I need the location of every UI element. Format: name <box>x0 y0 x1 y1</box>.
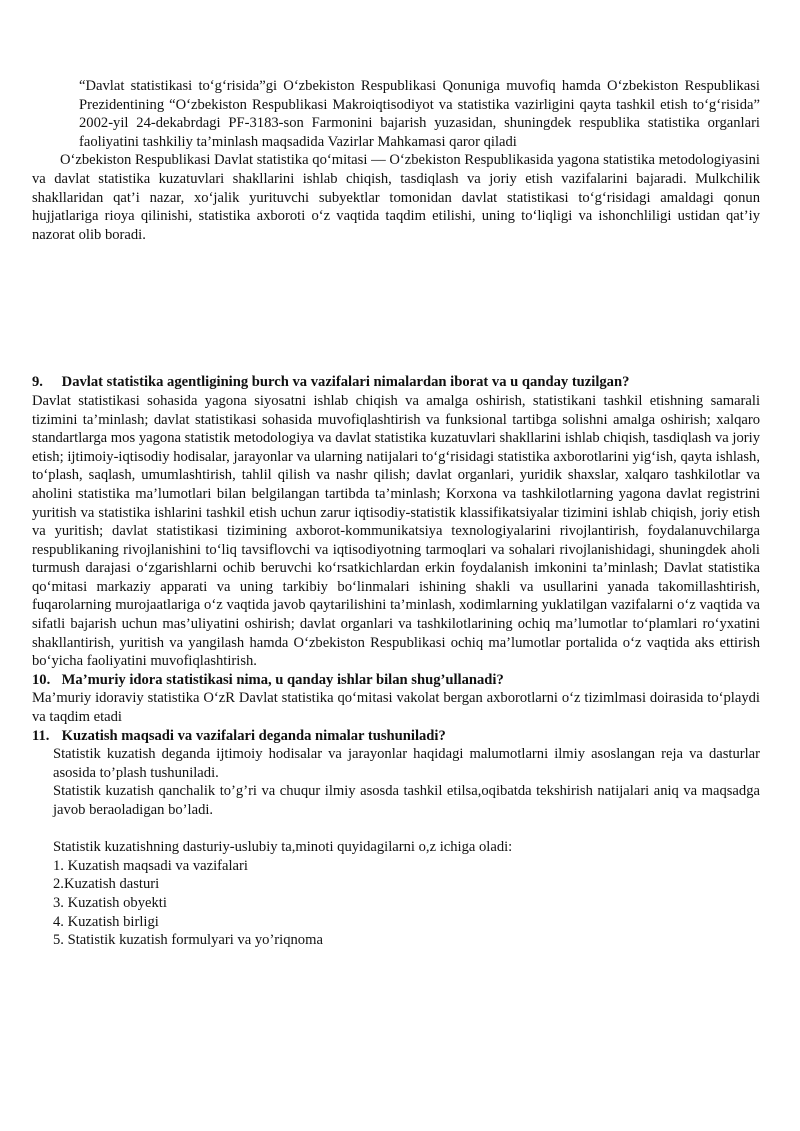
intro-paragraph-2: O‘zbekiston Respublikasi Davlat statistika qo‘mitasi — O‘zbekiston Respublikasida yagona statistika metodologiyasini va davlat statistika kuzatuvlari shakllarini ishlab chiqish, tasdiqlash va joriy etish vazifalarini bajaradi. Mulkchilik shakllaridan qat’i nazar, xo‘jalik yurituvchi subyektlar tomonidan davlat statistikasi to‘g‘risidagi amaldagi qonun hujjatlariga rioya qilinishi, statistika axboroti o‘z vaqtida taqdim etilishi, uning to‘liqligi va ishonchliligi ustidan qat’iy nazorat olib boradi. <box>32 152 760 243</box>
question-9-body: Davlat statistikasi sohasida yagona siyosatni ishlab chiqish va amalga oshirish, statistikani tashkil etishning samarali tizimini ta’minlash; davlat statistikasi sohasida muvofiqlashtirish va funksional tartibga solishni amalga oshirish; xalqaro standartlarga mos yagona statistik metodologiya va davlat statistika kuzatuvlari shakllarini ishlab chiqish, tasdiqlash va joriy etish; ijtimoiy-iqtisodiy hodisalar, jarayonlar va ularning natijalari to‘g‘risidagi statistika axborotlarini yig‘ish, qayta ishlash, to‘plash, saqlash, umumlashtirish, tahlil qilish va nashr qilish; davlat organlari, yuridik shaxslar, xalqaro tashkilotlar va aholini statistika ma’lumotlari bilan belgilangan tartibda ta’minlash; Korxona va tashkilotlarning yagona davlat registrini yuritish va statistika ishlarini tashkil etish uchun zarur iqtisodiy-statistik klassifikatsiyalar tizimini ishlab chiqish, joriy etish va yuritish; davlat statistikasi tizimining axborot-kommunikatsiya texnologiyalarini rivojlantirish, foydalanuvchilarga respublikaning rivojlanishini to‘liq tavsiflovchi va iqtisodiyotning tarmoqlari va sohalari rivojlanishidagi, shuningdek aholi turmush darajasi o‘zgarishlarni ochib beruvchi ko‘rsatkichlardan erkin foydalanish imkonini ta’minlash; Davlat statistika qo‘mitasi markaziy apparati va uning tarkibiy bo‘linmalari ishining shakli va usullarini yanada takomillashtirish, fuqarolarning murojaatlariga o‘z vaqtida javob qaytarilishini ta’minlash, xodimlarning yuklatilgan vazifalarni o‘z vaqtida va sifatli bajarish uchun mas’uliyatini oshirish; davlat organlari va tashkilotlarining ochiq ma’lumotlar to‘plamlari ro‘yxatini shakllantirish, yuritish va yangilash hamda O‘zbekiston Respublikasi ochiq ma’lumotlar portalida o‘z vaqtida aks ettirish bo‘yicha faoliyatini muvofiqlashtirish. <box>32 392 760 670</box>
document-page <box>32 77 760 950</box>
question-10-number: 10. <box>32 671 51 688</box>
question-11-body <box>32 745 760 950</box>
question-11-title: Kuzatish maqsadi va vazifalari deganda nimalar tushuniladi? <box>61 727 446 744</box>
question-9-title: Davlat statistika agentligining burch va vazifalari nimalardan iborat va u qanday tuzilgan? <box>61 374 630 391</box>
question-10-body: Ma’muriy idoraviy statistika O‘zR Davlat statistika qo‘mitasi vakolat bergan axborotlarni o‘z tizimlmasi doirasida to‘playdi va taqdim etadi <box>32 690 760 726</box>
question-11-heading <box>32 727 760 746</box>
list-item: 2.Kuzatish dasturi <box>53 876 160 893</box>
list-item: 5. Statistik kuzatish formulyari va yo’riqnoma <box>53 932 323 949</box>
list-item: 1. Kuzatish maqsadi va vazifalari <box>53 857 248 874</box>
question-11-paragraph-1: Statistik kuzatish deganda ijtimoiy hodisalar va jarayonlar haqidagi malumotlarni ilmiy asoslangan reja va dasturlar asosida to’plash tushuniladi. <box>53 746 760 781</box>
question-9-heading <box>32 373 760 392</box>
page-gap <box>32 244 760 373</box>
list-item: 4. Kuzatish birligi <box>53 913 159 930</box>
question-10-title: Ma’muriy idora statistikasi nima, u qanday ishlar bilan shug’ullanadi? <box>61 671 504 688</box>
blank-line <box>53 820 760 839</box>
intro-paragraph-1: “Davlat statistikasi to‘g‘risida”gi O‘zbekiston Respublikasi Qonuniga muvofiq hamda O‘zbekiston Respublikasi Prezidentining “O‘zbekiston Respublikasi Makroiqtisodiyot va statistika vazirligini qayta tashkil etish to‘g‘risida” 2002-yil 24-dekabrdagi PF-3183-son Farmonini bajarish yuzasidan, shuningdek respublika statistika organlari faoliyatini tashkiliy ta’minlash maqsadida Vazirlar Mahkamasi qaror qiladi <box>79 78 760 150</box>
question-9-number: 9. <box>32 374 43 391</box>
question-10-heading <box>32 671 760 690</box>
list-item: 3. Kuzatish obyekti <box>53 894 167 911</box>
question-11-number: 11. <box>32 727 50 744</box>
question-11-paragraph-2: Statistik kuzatish qanchalik to’g’ri va chuqur ilmiy asosda tashkil etilsa,oqibatda tekshirish natijalari aniq va maqsadga javob beraoladigan bo’ladi. <box>53 783 760 818</box>
question-11-paragraph-3: Statistik kuzatishning dasturiy-uslubiy ta,minoti quyidagilarni o,z ichiga oladi: <box>53 839 513 856</box>
